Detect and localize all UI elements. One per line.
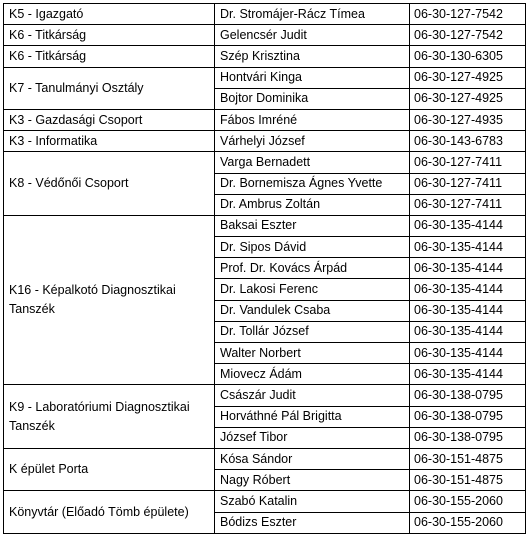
phone-cell: 06-30-138-0795 [410,385,526,406]
phone-cell: 06-30-127-7542 [410,4,526,25]
phone-cell: 06-30-151-4875 [410,448,526,469]
name-cell: Császár Judit [215,385,410,406]
table-row [4,152,526,173]
table-row [4,448,526,469]
table-row [4,25,526,46]
phone-cell: 06-30-127-4935 [410,109,526,130]
phone-cell: 06-30-135-4144 [410,258,526,279]
name-cell: Dr. Bornemisza Ágnes Yvette [215,173,410,194]
phone-cell: 06-30-135-4144 [410,321,526,342]
department-cell: K7 - Tanulmányi Osztály [4,67,215,109]
table-row [4,131,526,152]
name-cell: Horváthné Pál Brigitta [215,406,410,427]
name-cell: Miovecz Ádám [215,364,410,385]
department-cell: K16 - Képalkotó Diagnosztikai Tanszék [4,215,215,385]
table-row [4,109,526,130]
department-cell: K5 - Igazgató [4,4,215,25]
name-cell: Szép Krisztina [215,46,410,67]
table-row [4,4,526,25]
department-cell: K6 - Titkárság [4,46,215,67]
phone-cell: 06-30-155-2060 [410,491,526,512]
name-cell: Fábos Imréné [215,109,410,130]
name-cell: Dr. Sipos Dávid [215,237,410,258]
phone-cell: 06-30-135-4144 [410,364,526,385]
phone-cell: 06-30-135-4144 [410,215,526,236]
table-row [4,46,526,67]
phone-cell: 06-30-127-7411 [410,152,526,173]
phone-cell: 06-30-127-4925 [410,67,526,88]
department-cell: K8 - Védőnői Csoport [4,152,215,216]
phone-cell: 06-30-138-0795 [410,427,526,448]
phone-cell: 06-30-135-4144 [410,237,526,258]
phone-cell: 06-30-135-4144 [410,300,526,321]
table-row [4,491,526,512]
name-cell: Bódizs Eszter [215,512,410,533]
phone-cell: 06-30-155-2060 [410,512,526,533]
department-cell: K épület Porta [4,448,215,490]
table-row [4,215,526,236]
name-cell: Dr. Stromájer-Rácz Tímea [215,4,410,25]
name-cell: Szabó Katalin [215,491,410,512]
name-cell: Kósa Sándor [215,448,410,469]
contact-table-body [4,4,526,534]
phone-cell: 06-30-135-4144 [410,343,526,364]
name-cell: Baksai Eszter [215,215,410,236]
name-cell: Hontvári Kinga [215,67,410,88]
department-cell: Könyvtár (Előadó Tömb épülete) [4,491,215,533]
phone-cell: 06-30-127-7411 [410,194,526,215]
phone-cell: 06-30-127-7411 [410,173,526,194]
phone-cell: 06-30-127-4925 [410,88,526,109]
name-cell: Walter Norbert [215,343,410,364]
table-row [4,67,526,88]
table-row [4,385,526,406]
name-cell: József Tibor [215,427,410,448]
name-cell: Várhelyi József [215,131,410,152]
name-cell: Nagy Róbert [215,470,410,491]
name-cell: Dr. Lakosi Ferenc [215,279,410,300]
name-cell: Bojtor Dominika [215,88,410,109]
name-cell: Varga Bernadett [215,152,410,173]
name-cell: Dr. Vandulek Csaba [215,300,410,321]
phone-cell: 06-30-127-7542 [410,25,526,46]
phone-cell: 06-30-130-6305 [410,46,526,67]
department-cell: K3 - Informatika [4,131,215,152]
name-cell: Gelencsér Judit [215,25,410,46]
phone-cell: 06-30-138-0795 [410,406,526,427]
name-cell: Prof. Dr. Kovács Árpád [215,258,410,279]
name-cell: Dr. Ambrus Zoltán [215,194,410,215]
department-cell: K9 - Laboratóriumi Diagnosztikai Tanszék [4,385,215,449]
phone-cell: 06-30-135-4144 [410,279,526,300]
phone-cell: 06-30-151-4875 [410,470,526,491]
contact-table [3,3,526,534]
name-cell: Dr. Tollár József [215,321,410,342]
department-cell: K6 - Titkárság [4,25,215,46]
department-cell: K3 - Gazdasági Csoport [4,109,215,130]
phone-cell: 06-30-143-6783 [410,131,526,152]
